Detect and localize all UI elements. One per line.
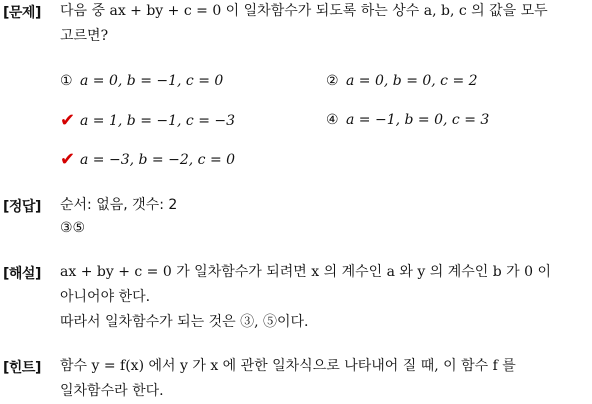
hint-line-2: 일차함수라 한다.	[60, 383, 164, 399]
choice-1-text: a = 0, b = −1, c = 0	[80, 73, 224, 89]
problem-tag: [문제]	[3, 5, 41, 21]
explanation-tag: [해설]	[3, 266, 41, 282]
choice-1-marker: ①	[60, 73, 73, 89]
choice-3-text: a = 1, b = −1, c = −3	[80, 113, 236, 129]
problem-statement	[60, 0, 588, 49]
choice-4-text: a = −1, b = 0, c = 3	[346, 112, 490, 128]
answer-body	[60, 194, 588, 240]
explanation-line-3: 따라서 일차함수가 되는 것은 ③, ⑤이다.	[60, 314, 309, 330]
hint-tag: [힌트]	[3, 360, 41, 376]
choice-2-text: a = 0, b = 0, c = 2	[346, 73, 478, 89]
answer-choices: ③⑤	[60, 220, 86, 236]
hint-line-1: 함수 y = f(x) 에서 y 가 x 에 관한 일차식으로 나타내어 질 때, 이 함수 f 를	[60, 358, 516, 374]
choice-2	[326, 71, 478, 91]
choice-4	[326, 110, 489, 130]
problem-line-1: 다음 중 ax + by + c = 0 이 일차함수가 되도록 하는 상수 a, b, c 의 값을 모두	[60, 3, 548, 19]
choice-1	[60, 71, 223, 91]
choice-3	[60, 110, 235, 130]
answer-tag: [정답]	[3, 199, 41, 215]
choice-2-marker: ②	[326, 73, 339, 89]
explanation-line-2: 아니어야 한다.	[60, 289, 151, 305]
correct-check-icon: ✔	[60, 149, 76, 170]
choice-4-marker: ④	[326, 112, 339, 128]
hint-body	[60, 354, 588, 404]
choice-5-text: a = −3, b = −2, c = 0	[80, 152, 236, 168]
choice-5	[60, 149, 235, 169]
problem-line-2: 고르면?	[60, 28, 109, 44]
explanation-body	[60, 260, 588, 335]
explanation-line-1: ax + by + c = 0 가 일차함수가 되려면 x 의 계수인 a 와 y 의 계수인 b 가 0 이	[60, 264, 552, 280]
answer-order-count: 순서: 없음, 갯수: 2	[60, 197, 178, 213]
correct-check-icon: ✔	[60, 110, 76, 131]
